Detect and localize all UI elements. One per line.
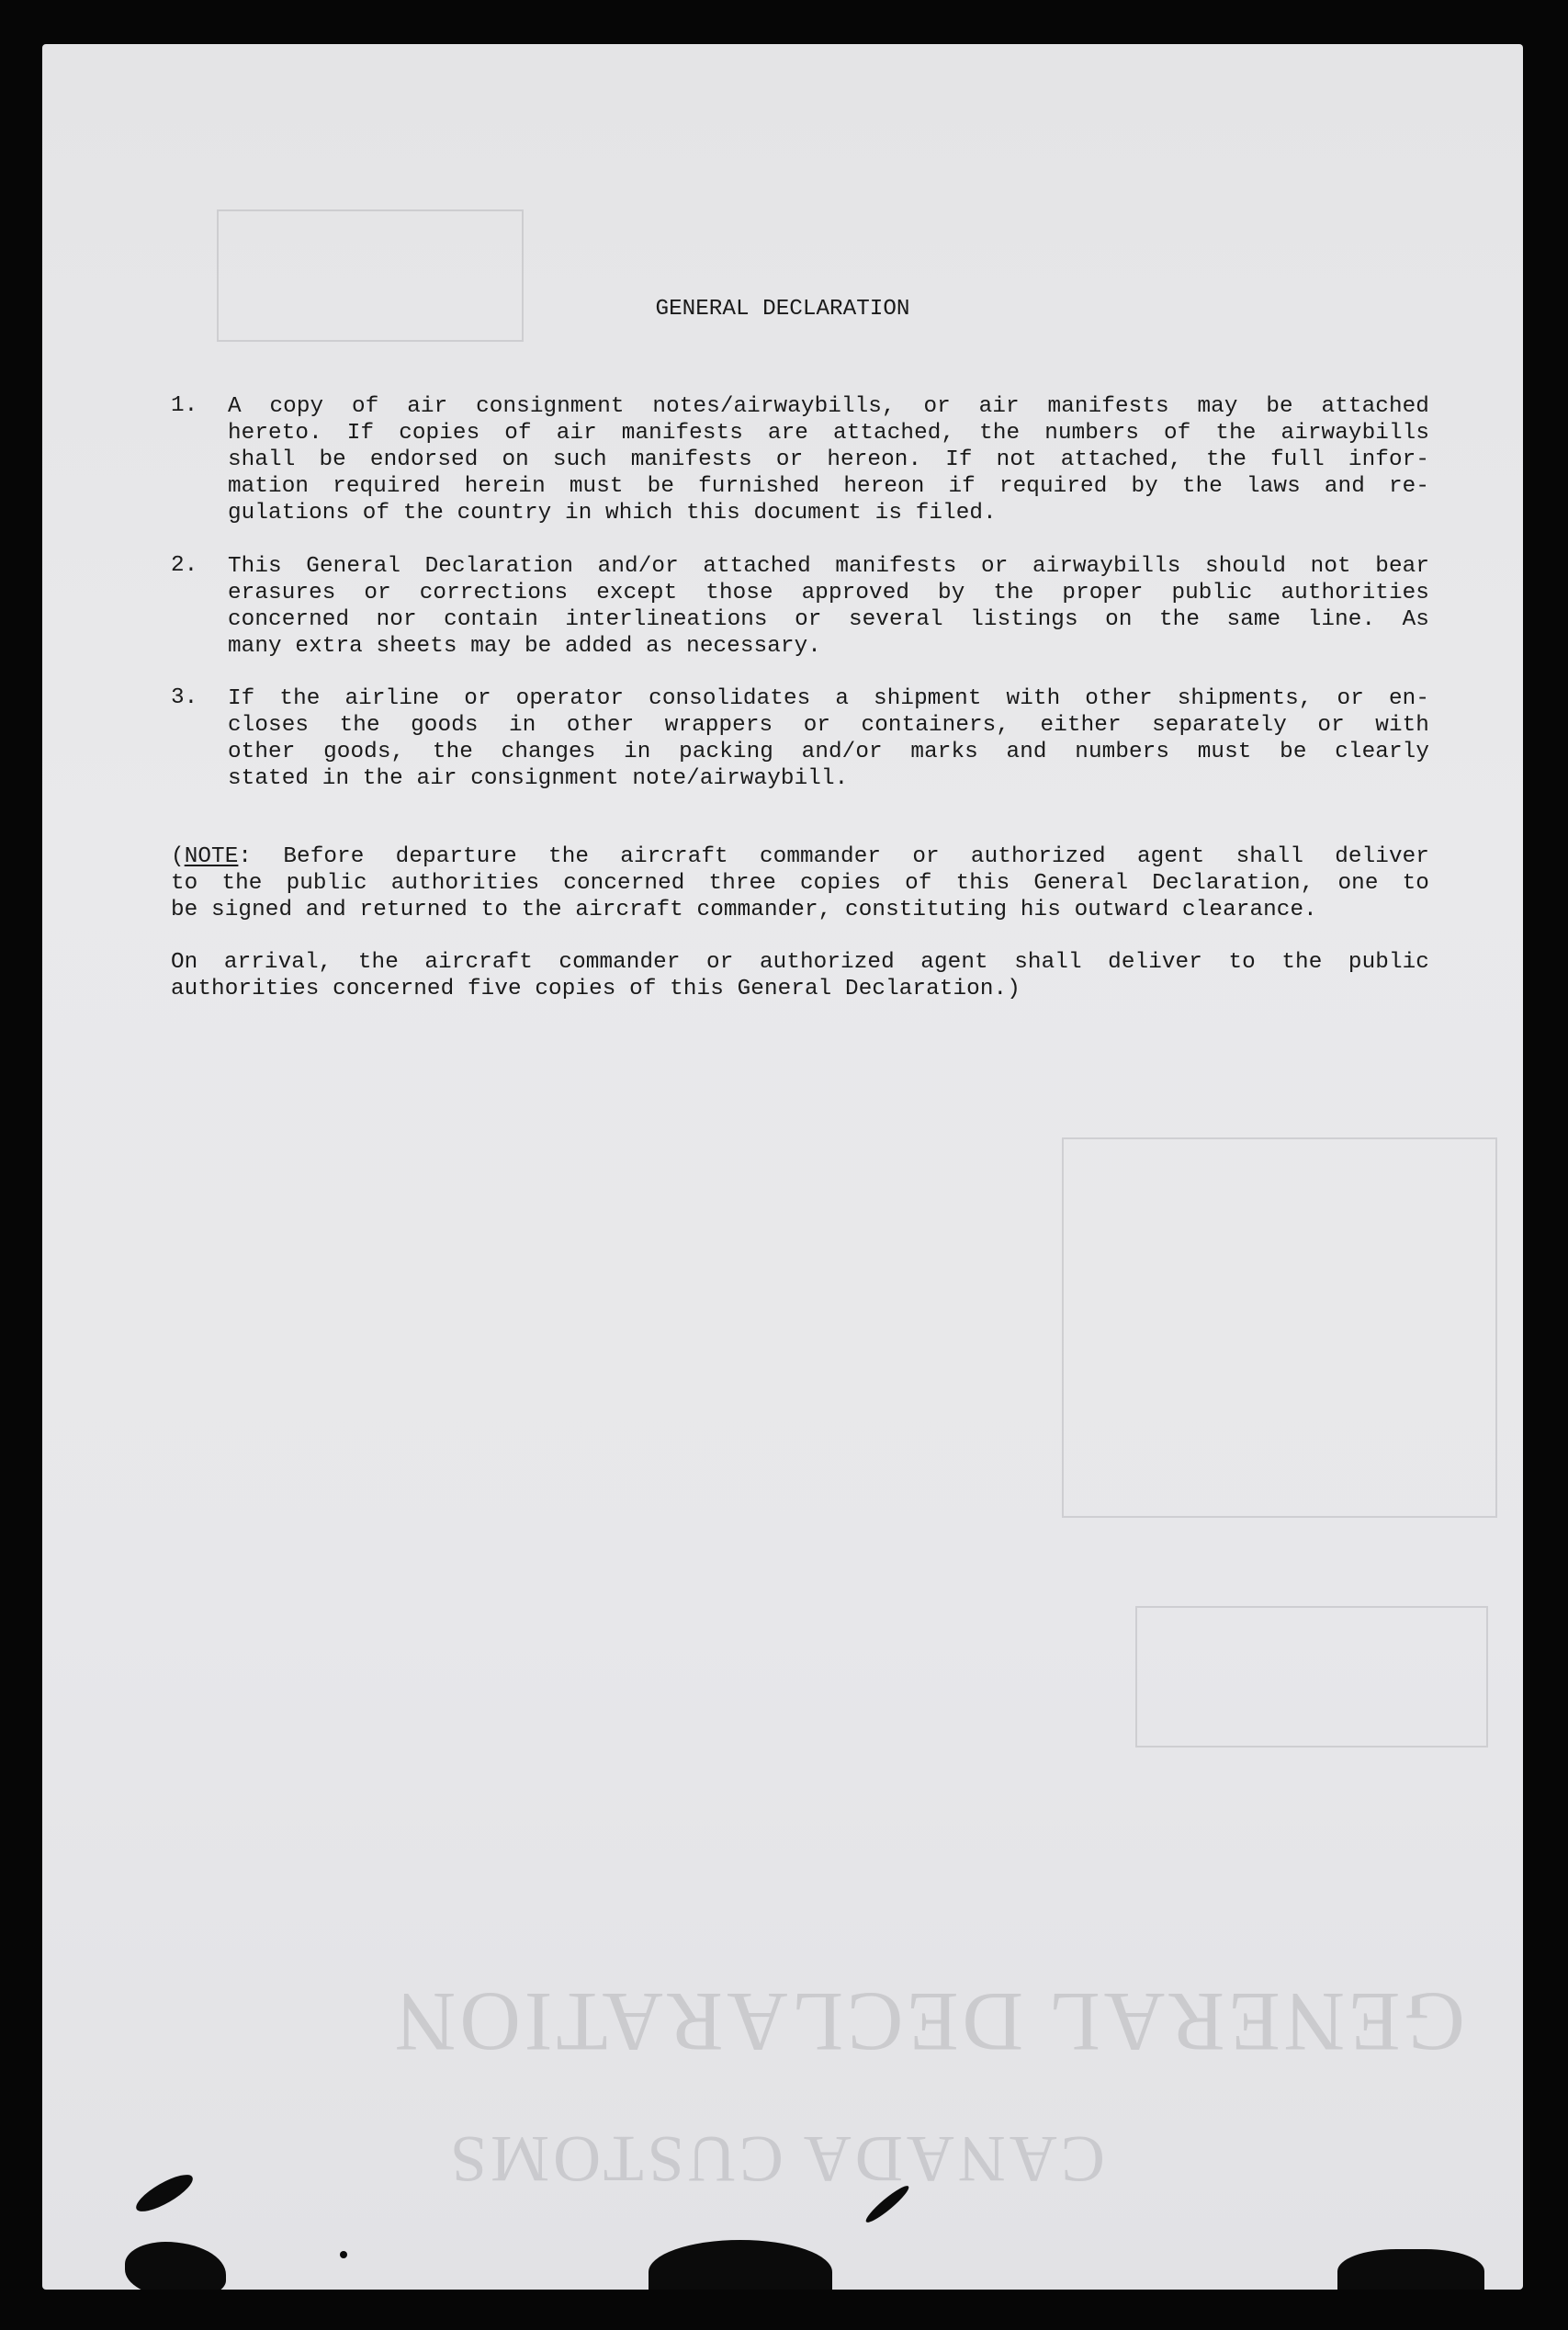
item-line: closes the goods in other wrappers or containers, either separately or with: [228, 713, 1429, 738]
item-line: mation required herein must be furnished hereon if required by the laws and re-: [228, 474, 1429, 499]
instruction-item-2: [171, 553, 1429, 660]
item-line: other goods, the changes in packing and/or marks and numbers must be clearly: [228, 740, 1429, 764]
scan-artifact-blot: [1337, 2249, 1484, 2290]
item-line: stated in the air consignment note/airwaybill.: [228, 766, 849, 791]
instruction-item-1: [171, 393, 1429, 526]
paper-sheet: [42, 44, 1523, 2290]
item-number: 3.: [171, 685, 198, 710]
bleed-through-box: [1062, 1137, 1497, 1518]
arrival-paragraph: [171, 949, 1429, 1002]
arrival-line: authorities concerned five copies of this General Declaration.): [171, 977, 1021, 1001]
item-line: shall be endorsed on such manifests or hereon. If not attached, the full infor-: [228, 447, 1429, 472]
note-line: be signed and returned to the aircraft commander, constituting his outward clearance.: [171, 898, 1317, 922]
document-title: GENERAL DECLARATION: [655, 297, 910, 322]
item-line: erasures or corrections except those approved by the proper public authorities: [228, 581, 1429, 605]
scan-artifact-blot: [125, 2242, 226, 2290]
note-paragraph: [171, 843, 1429, 923]
bleed-through-heading-2: CANADA CUSTOMS: [446, 2122, 1105, 2196]
item-number: 1.: [171, 393, 198, 418]
note-first-line: [171, 843, 1429, 870]
item-line: A copy of air consignment notes/airwaybills, or air manifests may be attached: [228, 394, 1429, 419]
scan-artifact-blot: [649, 2240, 832, 2290]
item-line: hereto. If copies of air manifests are attached, the numbers of the airwaybills: [228, 421, 1429, 446]
item-line: many extra sheets may be added as necessary.: [228, 634, 821, 659]
bleed-through-box: [1135, 1606, 1488, 1748]
note-first-line-text: : Before departure the aircraft commander or authorized agent shall deliver: [238, 844, 1429, 869]
item-line: concerned nor contain interlineations or several listings on the same line. As: [228, 607, 1429, 632]
item-line: This General Declaration and/or attached manifests or airwaybills should not bear: [228, 554, 1429, 579]
scan-artifact-mark: [131, 2168, 197, 2218]
arrival-line: On arrival, the aircraft commander or authorized agent shall deliver to the public: [171, 950, 1429, 975]
item-line: If the airline or operator consolidates a shipment with other shipments, or en-: [228, 686, 1429, 711]
bleed-through-heading: GENERAL DECLARATION: [391, 1975, 1465, 2069]
item-number: 2.: [171, 553, 198, 578]
instruction-item-3: [171, 685, 1429, 792]
scan-artifact-dot: [340, 2251, 347, 2258]
note-line: to the public authorities concerned three copies of this General Declaration, one to: [171, 871, 1429, 896]
bleed-through-box: [217, 209, 524, 342]
item-line: gulations of the country in which this document is filed.: [228, 501, 997, 526]
note-label: NOTE: [184, 844, 239, 869]
note-open-paren: (: [171, 844, 185, 869]
